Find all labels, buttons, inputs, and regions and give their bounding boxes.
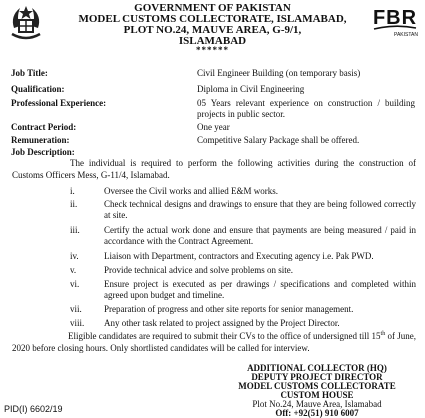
- signature-line-3: MODEL CUSTOMS COLLECTORATE: [238, 381, 396, 391]
- list-item-text: Any other task related to project assigned by the Project Director.: [104, 318, 340, 328]
- pid-number: PID(I) 6602/19: [4, 404, 63, 414]
- signature-line-1: ADDITIONAL COLLECTOR (HQ): [247, 363, 387, 373]
- fbr-logo-text: FBR: [372, 7, 418, 29]
- list-item-text: Ensure project is executed as per drawings / specifications and completed within agreed upon budget and timeline.: [104, 279, 416, 300]
- contract-period-label: Contract Period:: [11, 122, 77, 132]
- list-item: [0, 225, 425, 249]
- job-title-value: Civil Engineer Building (on temporary basis): [197, 68, 361, 78]
- fbr-logo: [372, 8, 418, 44]
- remuneration-value: Competitive Salary Package shall be offered.: [197, 135, 360, 145]
- list-item-number: ii.: [70, 199, 78, 209]
- list-item-number: iv.: [70, 251, 79, 261]
- list-item-text: Check technical designs and drawings to ensure that they are being followed correctly at site.: [104, 199, 416, 220]
- header-line-1: GOVERNMENT OF PAKISTAN: [134, 2, 291, 14]
- list-item-number: i.: [70, 186, 75, 196]
- closing-date-suffix: th: [380, 331, 386, 337]
- list-item-number: vi.: [70, 279, 80, 289]
- experience-label: Professional Experience:: [11, 98, 107, 108]
- list-item-text: Preparation of progress and other site reports for senior management.: [104, 304, 354, 314]
- list-item-text: Oversee the Civil works and allied E&M works.: [104, 186, 278, 196]
- signature-line-2: DEPUTY PROJECT DIRECTOR: [251, 372, 383, 382]
- closing-paragraph: [12, 329, 416, 354]
- signature-address: Plot No.24, Mauve Area, Islamabad: [252, 399, 382, 409]
- list-item-number: viii.: [70, 318, 85, 328]
- qualification-value: Diploma in Civil Engineering: [197, 84, 305, 94]
- job-title-label: Job Title:: [11, 68, 48, 78]
- header-line-4: ISLAMABAD: [178, 35, 247, 47]
- list-item-number: vii.: [70, 304, 82, 314]
- qualification-label: Qualification:: [11, 84, 65, 94]
- remuneration-label: Remuneration:: [11, 135, 70, 145]
- intro-text: The individual is required to perform the following activities during the construction of Customs Officers Mess, G-11/4, Islamabad.: [12, 158, 416, 180]
- fbr-swoosh-icon: [372, 25, 418, 31]
- list-item-text: Liaison with Department, contractors and Executing agency i.e. Pak PWD.: [104, 251, 374, 261]
- list-item: [0, 199, 425, 223]
- header-line-2: MODEL CUSTOMS COLLECTORATE, ISLAMABAD,: [78, 13, 347, 25]
- contract-period-value: One year: [197, 122, 230, 132]
- list-item-text: Provide technical advice and solve problems on site.: [104, 265, 293, 275]
- list-item-number: iii.: [70, 225, 80, 235]
- fbr-logo-subtext: PAKISTAN: [394, 32, 418, 38]
- signature-line-4: CUSTOM HOUSE: [280, 390, 354, 400]
- experience-value: 05 Years relevant experience on construction / building projects in public sector.: [197, 98, 415, 119]
- header-line-3: PLOT NO.24, MAUVE AREA, G-9/1,: [123, 24, 302, 36]
- intro-paragraph: [12, 158, 416, 181]
- list-item: [0, 279, 425, 303]
- government-emblem-icon: [6, 2, 46, 42]
- job-description-label: Job Description:: [11, 147, 75, 157]
- list-item-text: Certify the actual work done and ensure that payments are being measured / paid in accordance with the Contract Agreement.: [104, 225, 416, 246]
- closing-text-before: Eligible candidates are required to submit their CVs to the office of undersigned till 15: [68, 331, 381, 341]
- closing-text-after: of June, 2020 before closing hours. Only shortlisted candidates will be called for interview.: [12, 331, 416, 353]
- signature-phone: Off: +92(51) 910 6007: [275, 408, 359, 418]
- list-item-number: v.: [70, 265, 77, 275]
- header-stars: ******: [196, 45, 229, 55]
